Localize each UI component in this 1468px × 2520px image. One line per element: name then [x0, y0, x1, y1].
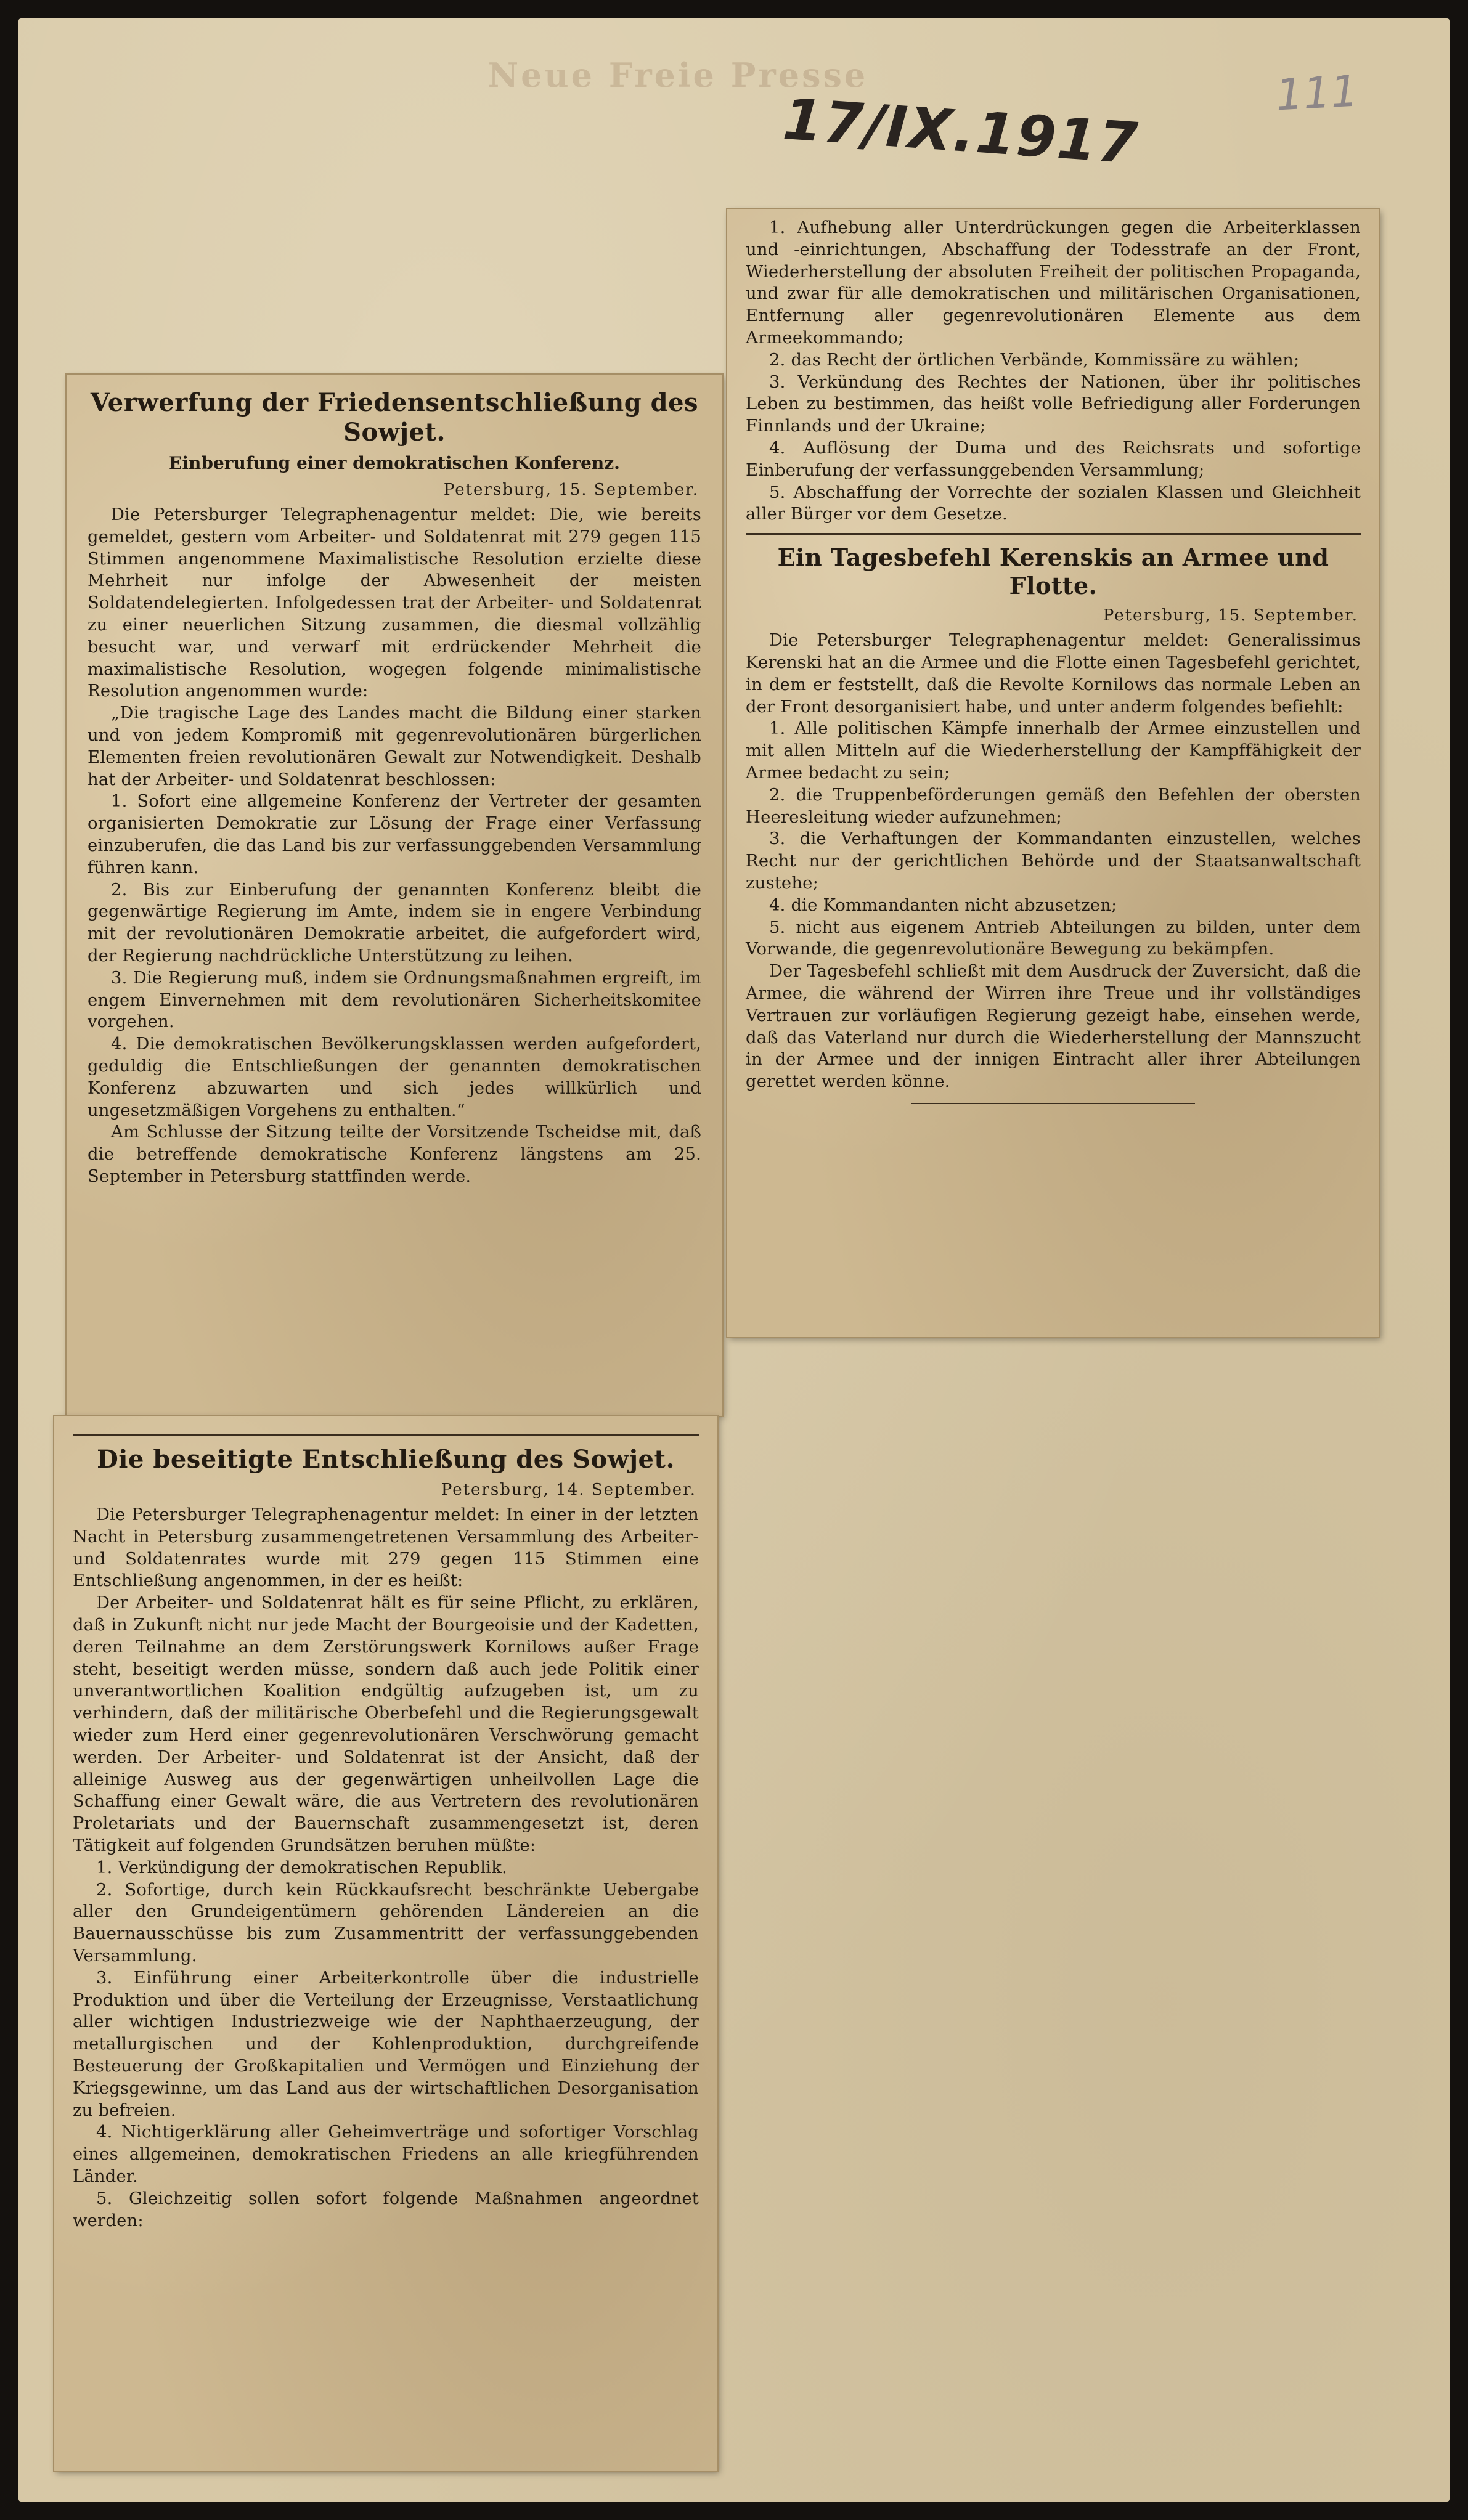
article-1-subheadline: Einberufung einer demokratischen Konferenz. [169, 453, 620, 473]
article-1-paragraph: 3. Die Regierung muß, indem sie Ordnungsmaßnahmen ergreift, im engem Einvernehmen mit dem revolutionären Sicherheitskomitee vorgehen. [88, 968, 701, 1032]
article-1-paragraph: Am Schlusse der Sitzung teilte der Vorsitzende Tscheidse mit, daß die betreffende demokratische Konferenz längstens am 25. September in Petersburg stattfinden werde. [88, 1123, 701, 1186]
article-3-paragraph: 3. die Verhaftungen der Kommandanten einzustellen, welches Recht nur der gerichtlichen Behörde und der Staatsanwaltschaft zustehe; [746, 829, 1361, 893]
end-rule [911, 1103, 1194, 1104]
article-3-paragraph: 1. Alle politischen Kämpfe innerhalb der Armee einzustellen und mit allen Mitteln auf die Wiederherstellung der Kampffähigkeit der Armee bedacht zu sein; [746, 719, 1361, 782]
article-3-dateline: Petersburg, 15. September. [1103, 606, 1358, 625]
article-2-paragraph: 4. Nichtigerklärung aller Geheimverträge und sofortiger Vorschlag eines allgemeinen, demokratischen Friedens an alle kriegführenden Länder. [73, 2123, 699, 2186]
article-2-paragraph: 1. Verkündigung der demokratischen Republik. [96, 1858, 507, 1877]
continued-paragraph: 5. Abschaffung der Vorrechte der sozialen Klassen und Gleichheit aller Bürger vor dem Gesetze. [746, 482, 1361, 524]
article-1-headline: Verwerfung der Friedensentschließung des Sowjet. [90, 388, 699, 447]
article-1-paragraph: 4. Die demokratischen Bevölkerungsklassen werden aufgefordert, geduldig die Entschließungen der genannten demokratischen Konferenz abzuwarten und sich jedes willkürlich und ungesetzmäßigen Vorgehens zu enthalten.“ [88, 1034, 701, 1120]
continued-paragraph: 4. Auflösung der Duma und des Reichsrats und sofortige Einberufung der verfassunggebenden Versammlung; [746, 438, 1361, 480]
article-3-paragraph: 4. die Kommandanten nicht abzusetzen; [769, 895, 1117, 915]
article-1-paragraph: 1. Sofort eine allgemeine Konferenz der Vertreter der gesamten organisierten Demokratie zur Lösung der Frage einer Verfassung einzuberufen, die das Land bis zur verfassunggebenden Versammlung führen kann. [88, 792, 701, 877]
continued-paragraph: 2. das Recht der örtlichen Verbände, Kommissäre zu wählen; [769, 350, 1300, 370]
article-2-paragraph: 2. Sofortige, durch kein Rückkaufsrecht beschränkte Uebergabe aller den Grundeigentümern gehörenden Ländereien an die Bauernausschüsse bis zum Zusammentritt der verfassunggebenden Versammlung. [73, 1880, 699, 1965]
article-3-headline: Ein Tagesbefehl Kerenskis an Armee und Flotte. [777, 543, 1329, 600]
clipping-article-1 [67, 375, 722, 1416]
article-3-paragraph: 5. nicht aus eigenem Antrieb Abteilungen zu bilden, unter dem Vorwande, die gegenrevolutionäre Bewegung zu bekämpfen. [746, 917, 1361, 959]
article-3-paragraph: Die Petersburger Telegraphenagentur meldet: Generalissimus Kerenski hat an die Armee und die Flotte einen Tagesbefehl gerichtet, in dem er feststellt, daß die Revolte Kornilows das normale Leben an der Front desorganisiert habe, und unter anderm folgendes befiehlt: [746, 631, 1361, 717]
top-rule [73, 1434, 699, 1436]
article-1-paragraph: „Die tragische Lage des Landes macht die Bildung einer starken und von jedem Kompromiß mit gegenrevolutionären bürgerlichen Elementen freien revolutionären Gewalt zur Notwendigkeit. Deshalb hat der Arbeiter- und Soldatenrat beschlossen: [88, 704, 701, 789]
article-1-paragraph: Die Petersburger Telegraphenagentur meldet: Die, wie bereits gemeldet, gestern vom Arbeiter- und Soldatenrat mit 279 gegen 115 Stimmen angenommene Maximalistische Resolution erzielte diese Mehrheit nur infolge der Abwesenheit der meisten Soldatendelegierten. Infolgedessen trat der Arbeiter- und Soldatenrat zu einer neuerlichen Sitzung zusammen, die diesmal vollzählig besucht war, und verwarf mit erdrückender Mehrheit die maximalistische Resolution, wogegen folgende minimalistische Resolution angenommen wurde: [88, 505, 701, 701]
section-rule [746, 533, 1361, 535]
article-2-paragraph: Die Petersburger Telegraphenagentur meldet: In einer in der letzten Nacht in Petersburg zusammengetretenen Versammlung des Arbeiter- und Soldatenrates wurde mit 279 gegen 115 Stimmen eine Entschließung angenommen, in der es heißt: [73, 1505, 699, 1591]
handwritten-date: 17/IX.1917 [780, 86, 1141, 177]
continued-paragraph: 1. Aufhebung aller Unterdrückungen gegen die Arbeiterklassen und -einrichtungen, Abschaffung der Todesstrafe an der Front, Wiederherstellung der absoluten Freiheit der politischen Propaganda, und zwar für alle demokratischen und militärischen Organisationen, Entfernung aller gegenrevolutionären Elemente aus dem Armeekommando; [746, 218, 1361, 348]
article-2-headline: Die beseitigte Entschließung des Sowjet. [97, 1445, 675, 1474]
page-number: 111 [1274, 65, 1360, 121]
article-2-dateline: Petersburg, 14. September. [441, 1481, 696, 1499]
article-2-paragraph: 5. Gleichzeitig sollen sofort folgende Maßnahmen angeordnet werden: [73, 2189, 699, 2230]
clipping-article-3 [727, 209, 1379, 1337]
clipping-article-2 [54, 1416, 717, 2471]
article-3-paragraph: Der Tagesbefehl schließt mit dem Ausdruck der Zuversicht, daß die Armee, die während der Wirren ihre Treue und ihr vollständiges Vertrauen zur vorläufigen Regierung gezeigt habe, einsehen werde, daß das Vaterland nur durch die Wiederherstellung der Mannszucht in der Armee und der innigen Eintracht aller ihrer Abteilungen gerettet werden könne. [746, 962, 1361, 1092]
continued-paragraph: 3. Verkündung des Rechtes der Nationen, über ihr politisches Leben zu bestimmen, das heißt volle Befriedigung aller Forderungen Finnlands und der Ukraine; [746, 372, 1361, 436]
article-3-paragraph: 2. die Truppenbeförderungen gemäß den Befehlen der obersten Heeresleitung wieder aufzunehmen; [746, 785, 1361, 827]
article-2-paragraph: 3. Einführung einer Arbeiterkontrolle über die industrielle Produktion und über die Verteilung der Erzeugnisse, Verstaatlichung aller wichtigen Industriezweige wie der Naphthaerzeugung, der metallurgischen und der Kohlenproduktion, durchgreifende Besteuerung der Großkapitalien und Vermögen und Einziehung der Kriegsgewinne, um das Land aus der wirtschaftlichen Desorganisation zu befreien. [73, 1968, 699, 2120]
article-1-dateline: Petersburg, 15. September. [443, 481, 699, 499]
article-1-paragraph: 2. Bis zur Einberufung der genannten Konferenz bleibt die gegenwärtige Regierung im Amte, indem sie in engere Verbindung mit der revolutionären Demokratie arbeitet, die aufgefordert wird, der Regierung nachdrückliche Unterstützung zu leihen. [88, 880, 701, 965]
faded-masthead: Neue Freie Presse [487, 55, 868, 95]
article-2-paragraph: Der Arbeiter- und Soldatenrat hält es für seine Pflicht, zu erklären, daß in Zukunft nicht nur jede Macht der Bourgeoisie und der Kadetten, deren Teilnahme an dem Zerstörungswerk Kornilows außer Frage steht, beseitigt werden müsse, sondern daß auch jede Politik einer unverantwortlichen Koalition endgültig aufzugeben ist, um zu verhindern, daß der militärische Oberbefehl und die Regierungsgewalt wieder zum Herd einer gegenrevolutionären Verschwörung gemacht werden. Der Arbeiter- und Soldatenrat ist der Ansicht, daß der alleinige Ausweg aus der gegenwärtigen unheilvollen Lage die Schaffung einer Gewalt wäre, die aus Vertretern des revolutionären Proletariats und der Bauernschaft zusammengesetzt ist, deren Tätigkeit auf folgenden Grundsätzen beruhen müßte: [73, 1593, 699, 1855]
